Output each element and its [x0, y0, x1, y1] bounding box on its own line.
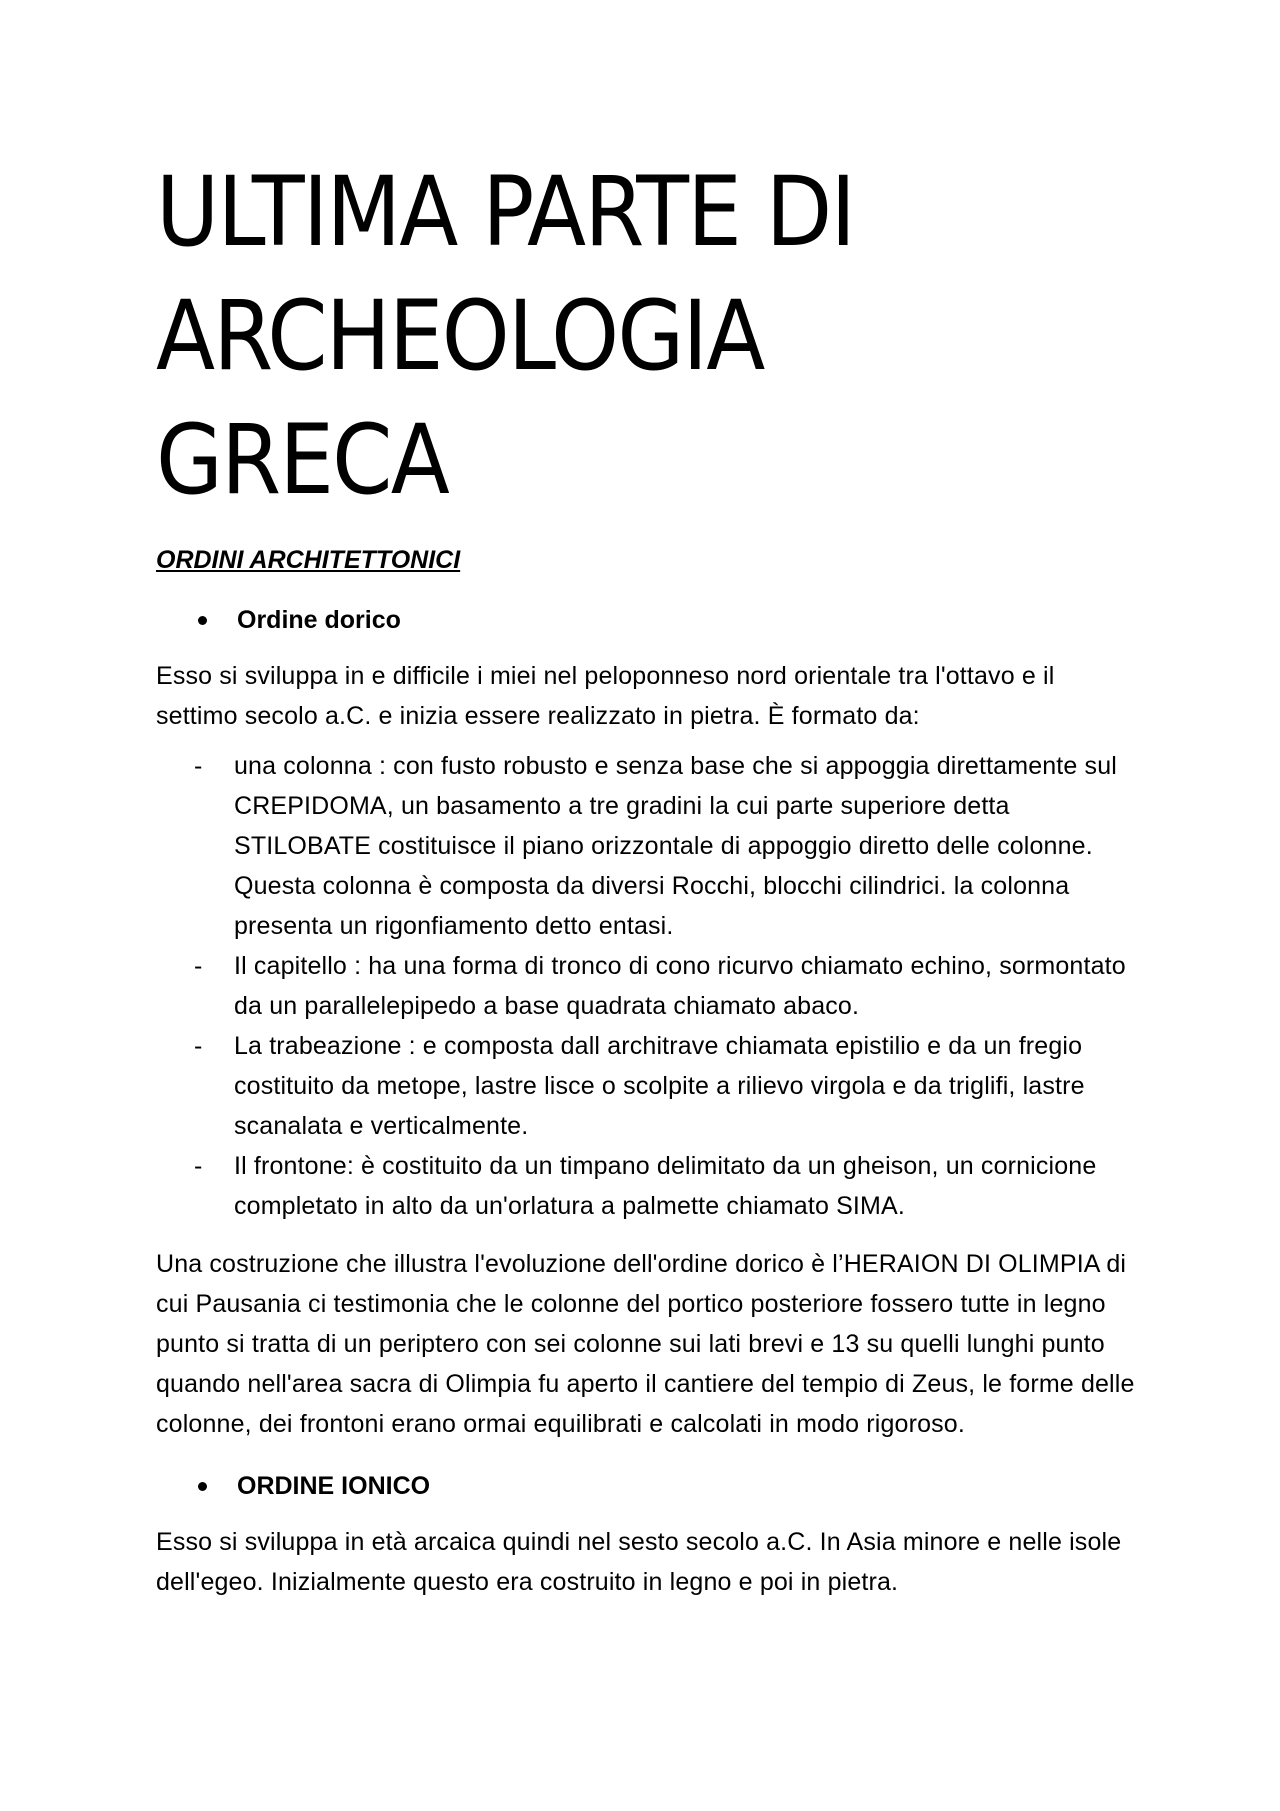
bullet-icon	[198, 1482, 207, 1491]
dash-icon: -	[194, 1032, 203, 1060]
list-item-text: una colonna : con fusto robusto e senza base che si appoggia direttamente sul CREPIDOMA, un basamento a tre gradini la cui parte superiore detta STILOBATE costituisce il piano orizzontale di appoggio diretto delle colonne. Questa colonna è composta da diversi Rocchi, blocchi cilindrici. la colonna presenta un rigonfiamento detto entasi.	[234, 752, 1117, 940]
document-title: ULTIMA PARTE DI ARCHEOLOGIA GRECA	[156, 156, 855, 516]
doric-components-list	[156, 746, 1136, 1226]
dash-icon: -	[194, 1152, 203, 1180]
list-item	[156, 1026, 1136, 1146]
list-item	[156, 946, 1136, 1026]
doric-intro: Esso si sviluppa in e difficile i miei nel peloponneso nord orientale tra l'ottavo e il settimo secolo a.C. e inizia essere realizzato in pietra. È formato da:	[156, 662, 1055, 730]
doric-conclusion: Una costruzione che illustra l'evoluzione dell'ordine dorico è l’HERAION DI OLIMPIA di cui Pausania ci testimonia che le colonne del portico posteriore fossero tutte in legno punto si tratta di un periptero con sei colonne sui lati brevi e 13 su quelli lunghi punto quando nell'area sacra di Olimpia fu aperto il cantiere del tempio di Zeus, le forme delle colonne, dei frontoni erano ormai equilibrati e calcolati in modo rigoroso.	[156, 1250, 1135, 1438]
ionic-heading-text: ORDINE IONICO	[237, 1472, 431, 1500]
list-item	[156, 746, 1136, 946]
section-heading: ORDINI ARCHITETTONICI	[156, 546, 461, 574]
bullet-icon	[198, 616, 207, 625]
list-item	[156, 1146, 1136, 1226]
doric-heading-text: Ordine dorico	[237, 606, 401, 634]
doric-heading	[156, 602, 1136, 638]
dash-icon: -	[194, 952, 203, 980]
dash-icon: -	[194, 752, 203, 780]
document-page	[156, 150, 1136, 1602]
list-item-text: Il capitello : ha una forma di tronco di cono ricurvo chiamato echino, sormontato da un parallelepipedo a base quadrata chiamato abaco.	[234, 952, 1126, 1020]
list-item-text: Il frontone: è costituito da un timpano delimitato da un gheison, un cornicione completato in alto da un'orlatura a palmette chiamato SIMA.	[234, 1152, 1097, 1220]
ionic-intro: Esso si sviluppa in età arcaica quindi nel sesto secolo a.C. In Asia minore e nelle isole dell'egeo. Inizialmente questo era costruito in legno e poi in pietra.	[156, 1528, 1122, 1596]
ionic-heading	[156, 1468, 1136, 1504]
list-item-text: La trabeazione : e composta dall architrave chiamata epistilio e da un fregio costituito da metope, lastre lisce o scolpite a rilievo virgola e da triglifi, lastre scanalata e verticalmente.	[234, 1032, 1085, 1140]
